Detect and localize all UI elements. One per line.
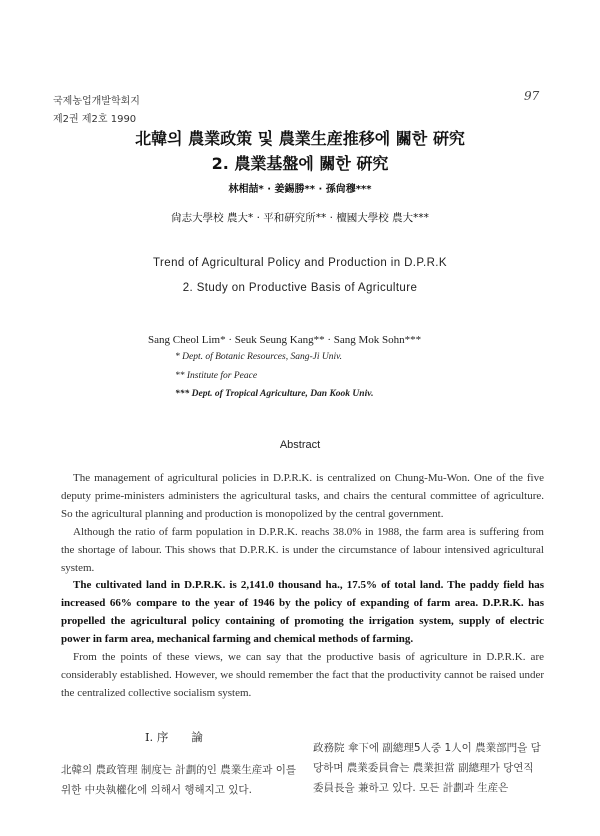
affiliation-3: *** Dept. of Tropical Agriculture, Dan Kook Univ. bbox=[175, 389, 374, 399]
korean-affiliations: 尙志大學校 農大* · 平和硏究所** · 檀國大學校 農大*** bbox=[171, 212, 429, 224]
korean-authors: 林相喆* · 姜錫勝** · 孫尙穆*** bbox=[228, 184, 372, 195]
left-column-text: 北韓의 農政管理 制度는 計劃的인 農業生産과 이를위한 中央執權化에 의해서 행해지고 있다. bbox=[61, 764, 297, 796]
abstract-paragraph-4 bbox=[61, 648, 544, 702]
affiliation-2: ** Institute for Peace bbox=[175, 371, 258, 381]
english-title-line2: 2. Study on Productive Basis of Agriculture bbox=[182, 282, 418, 294]
journal-name: 국제농업개발학회지 bbox=[53, 96, 140, 107]
abstract-heading: Abstract bbox=[279, 439, 321, 451]
right-column-text: 政務院 傘下에 副總理5人중 1人이 農業部門을 담당하며 農業委員會는 農業担當 副總理가 당연직 委員長을 兼하고 있다. 모든 計劃과 生産은 bbox=[313, 742, 541, 794]
abstract-text-4: From the points of these views, we can say that the productive basis of agriculture in D.P.R.K. are considerably established. However, we should remember the fact that the productivity cannot be raised under the centralized collective socialism system. bbox=[61, 651, 544, 699]
abstract-paragraph-2 bbox=[61, 523, 544, 577]
abstract-text-1: The management of agricultural policies in D.P.R.K. is centralized on Chung-Mu-Won. One of the five deputy prime-ministers administers the agricultural tasks, and chairs the centural committee of agriculture. So the agricultural planning and production is monopolized by the central government. bbox=[61, 472, 544, 520]
volume-issue: 제2권 제2호 1990 bbox=[53, 114, 137, 125]
abstract-text-2: Although the ratio of farm population in D.P.R.K. reachs 38.0% in 1988, the farm area is suffering from the shortage of labour. This shows that D.P.R.K. is under the circumstance of labour intensived agricultural system. bbox=[61, 526, 544, 574]
english-authors: Sang Cheol Lim* · Seuk Seung Kang** · Sang Mok Sohn*** bbox=[148, 334, 422, 346]
korean-title-line2: 2. 農業基盤에 關한 硏究 bbox=[211, 154, 389, 173]
abstract-paragraph-3 bbox=[61, 576, 544, 648]
section-heading: Ⅰ. 序 論 bbox=[145, 730, 203, 744]
affiliation-1: * Dept. of Botanic Resources, Sang-Ji Univ. bbox=[175, 352, 343, 362]
english-title-line1: Trend of Agricultural Policy and Production in D.P.R.K bbox=[153, 257, 447, 269]
abstract-text-3: The cultivated land in D.P.R.K. is 2,141.0 thousand ha., 17.5% of total land. The paddy field has increased 66% compare to the year of 1946 by the policy of expanding of farm area. D.P.R.K. has propelled the agricultural policy containing of promoting the irrigation system, supply of electric power in farm area, mechanical farming and chemical methods of farming. bbox=[61, 579, 544, 645]
korean-title-line1: 北韓의 農業政策 및 農業生産推移에 關한 硏究 bbox=[135, 129, 465, 148]
page-number: 97 bbox=[524, 89, 540, 103]
abstract-paragraph-1 bbox=[61, 469, 544, 523]
